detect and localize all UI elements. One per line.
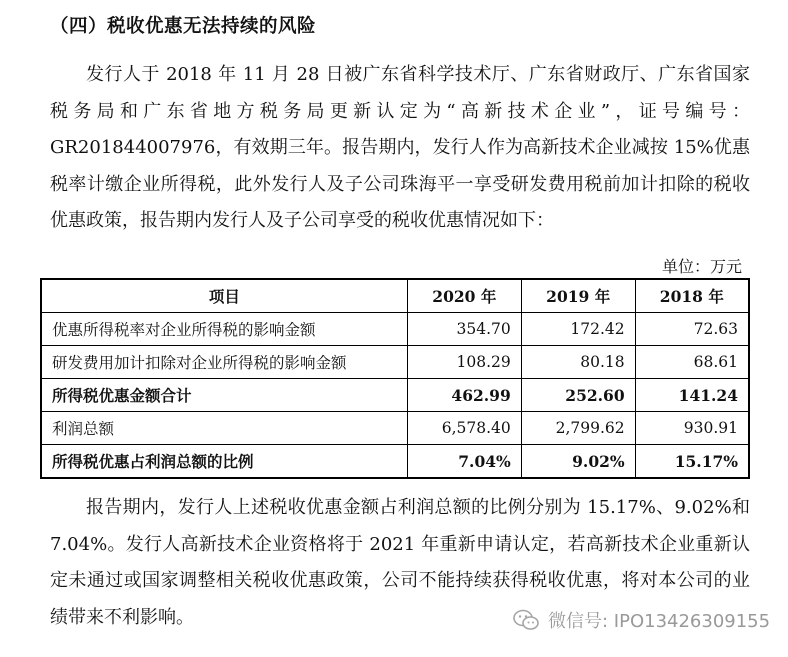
row-label: 研发费用加计扣除对企业所得税的影响金额 <box>41 346 407 379</box>
tax-benefit-table <box>40 278 750 479</box>
cell-2019: 9.02% <box>521 445 635 479</box>
cell-2020: 7.04% <box>407 445 521 479</box>
wechat-icon <box>512 608 540 632</box>
cell-2018: 930.91 <box>635 412 749 445</box>
table-row-total <box>41 379 749 412</box>
cell-2018: 15.17% <box>635 445 749 479</box>
row-label: 利润总额 <box>41 412 407 445</box>
wechat-watermark <box>512 605 770 635</box>
cell-2019: 172.42 <box>521 313 635 346</box>
row-label: 所得税优惠金额合计 <box>41 379 407 412</box>
header-2018: 2018 年 <box>635 279 749 313</box>
cell-2020: 108.29 <box>407 346 521 379</box>
cell-2020: 462.99 <box>407 379 521 412</box>
row-label: 所得税优惠占利润总额的比例 <box>41 445 407 479</box>
cell-2020: 354.70 <box>407 313 521 346</box>
cell-2019: 80.18 <box>521 346 635 379</box>
cell-2018: 68.61 <box>635 346 749 379</box>
cell-2019: 2,799.62 <box>521 412 635 445</box>
cell-2019: 252.60 <box>521 379 635 412</box>
cell-2020: 6,578.40 <box>407 412 521 445</box>
row-label: 优惠所得税率对企业所得税的影响金额 <box>41 313 407 346</box>
cell-2018: 72.63 <box>635 313 749 346</box>
section-heading: （四）税收优惠无法持续的风险 <box>50 16 317 37</box>
table-row <box>41 412 749 445</box>
header-2019: 2019 年 <box>521 279 635 313</box>
table-header-row <box>41 279 749 313</box>
table-row <box>41 346 749 379</box>
table-row <box>41 313 749 346</box>
watermark-text: 微信号: IPO13426309155 <box>548 611 771 632</box>
header-item: 项目 <box>41 279 407 313</box>
intro-paragraph: 发行人于 2018 年 11 月 28 日被广东省科学技术厅、广东省财政厅、广东省国家税务局和广东省地方税务局更新认定为“高新技术企业”，证号编号：GR201844007976，有效期三年。报告期内，发行人作为高新技术企业减按 15%优惠税率计缴企业所得税，此外发行人及子公司珠海平一享受研发费用税前加计扣除的税收优惠政策，报告期内发行人及子公司享受的税收优惠情况如下： <box>50 64 750 231</box>
unit-label: 单位：万元 <box>661 257 742 276</box>
conclusion-paragraph: 报告期内，发行人上述税收优惠金额占利润总额的比例分别为 15.17%、9.02%和 7.04%。发行人高新技术企业资格将于 2021 年重新申请认定，若高新技术企业重新认定未通过或国家调整相关税收优惠政策，公司不能持续获得税收优惠，将对本公司的业绩带来不利影响。 <box>50 497 750 628</box>
table-row-ratio <box>41 445 749 479</box>
header-2020: 2020 年 <box>407 279 521 313</box>
cell-2018: 141.24 <box>635 379 749 412</box>
